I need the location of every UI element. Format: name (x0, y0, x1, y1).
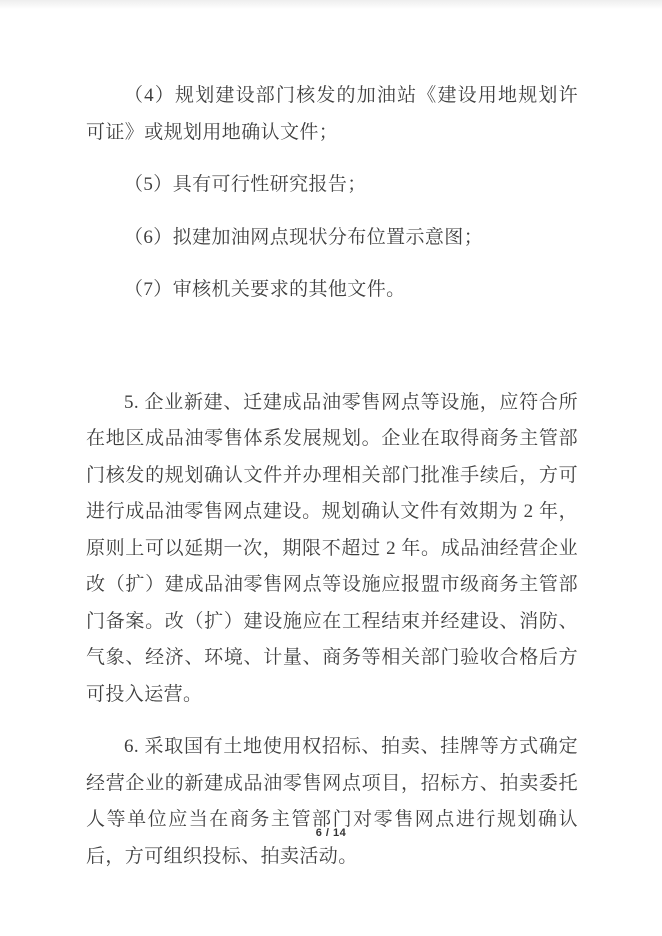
document-body (86, 78, 578, 891)
clause-item-7: （7）审核机关要求的其他文件。 (124, 279, 406, 300)
clause-item-4: （4）规划建设部门核发的加油站《建设用地规划许可证》或规划用地确认文件； (86, 85, 578, 143)
article-paragraph-5: 5. 企业新建、迁建成品油零售网点等设施，应符合所在地区成品油零售体系发展规划。企业在取得商务主管部门核发的规划确认文件并办理相关部门批准手续后，方可进行成品油零售网点建设。规划确认文件有效期为 2 年，原则上可以延期一次，期限不超过 2 年。成品油经营企业改（扩）建成品油零售网点等设施应报盟市级商务主管部门备案。改（扩）建设施应在工程结束并经建设、消防、气象、经济、环境、计量、商务等相关部门验收合格后方可投入运营。 (86, 391, 578, 705)
article-paragraph-6: 6. 采取国有土地使用权招标、拍卖、挂牌等方式确定经营企业的新建成品油零售网点项目，招标方、拍卖委托人等单位应当在商务主管部门对零售网点进行规划确认后，方可组织投标、拍卖活动。 (86, 736, 578, 867)
clause-item-6: （6）拟建加油网点现状分布位置示意图； (124, 226, 484, 248)
clause-item-5: （5）具有可行性研究报告； (124, 174, 367, 195)
page-number: 6 / 14 (315, 827, 347, 839)
